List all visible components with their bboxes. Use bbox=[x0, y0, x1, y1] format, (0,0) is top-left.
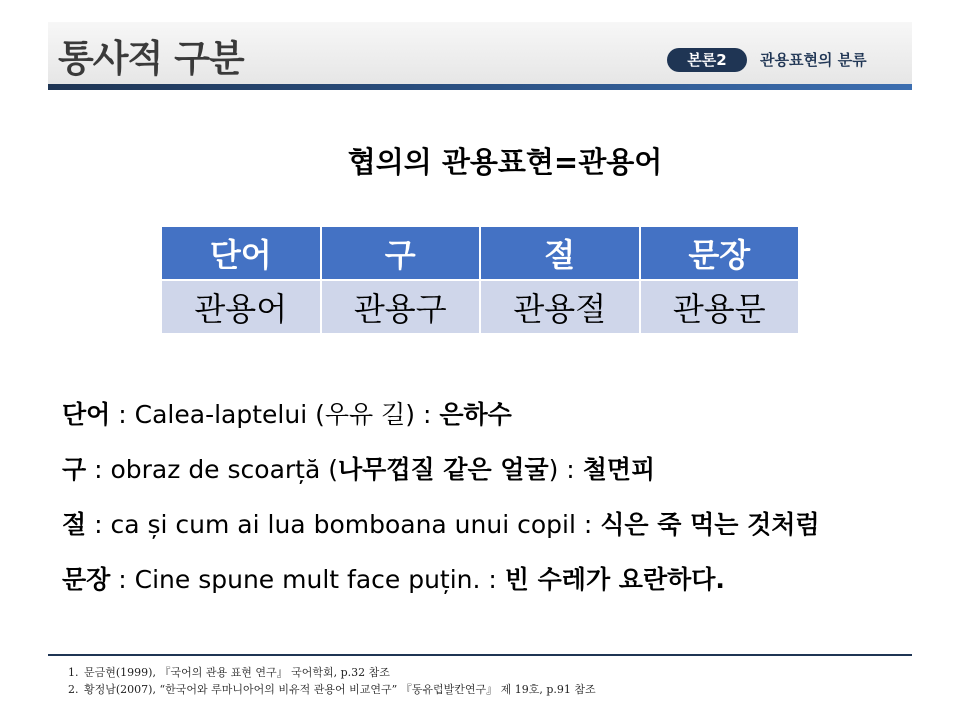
table-cell: 관용어 bbox=[161, 280, 321, 334]
classification-table bbox=[160, 225, 800, 335]
example-line bbox=[62, 395, 942, 450]
example-separator: ) : bbox=[405, 400, 440, 429]
romanian-expression: ca și cum ai lua bomboana unui copil bbox=[110, 510, 576, 539]
literal-gloss: 나무껍질 같은 얼굴 bbox=[338, 455, 549, 484]
example-separator: : bbox=[110, 400, 135, 429]
example-label: 단어 bbox=[62, 400, 111, 429]
example-separator: : bbox=[480, 565, 505, 594]
table-header-cell: 단어 bbox=[161, 226, 321, 280]
example-label: 절 bbox=[62, 510, 87, 539]
example-separator: : bbox=[86, 510, 111, 539]
romanian-expression: obraz de scoarță ( bbox=[110, 455, 338, 484]
table-row bbox=[161, 280, 799, 334]
footnote bbox=[68, 681, 596, 698]
example-separator: ) : bbox=[548, 455, 583, 484]
examples-list bbox=[62, 395, 942, 615]
literal-gloss: 우유 길 bbox=[324, 400, 406, 429]
korean-equivalent: 식은 죽 먹는 것처럼 bbox=[600, 510, 820, 539]
footnote-text: 문금현(1999), 『국어의 관용 표현 연구』 국어학회, p.32 참조 bbox=[84, 666, 390, 679]
table-header-cell: 절 bbox=[480, 226, 640, 280]
example-line bbox=[62, 505, 942, 560]
korean-equivalent: 은하수 bbox=[439, 400, 512, 429]
korean-equivalent: 철면피 bbox=[582, 455, 656, 484]
footnote bbox=[68, 664, 596, 681]
header-rule bbox=[48, 84, 912, 90]
example-separator: : bbox=[86, 455, 111, 484]
table-header-cell: 문장 bbox=[640, 226, 800, 280]
example-label: 문장 bbox=[62, 565, 111, 594]
example-separator: : bbox=[575, 510, 601, 539]
romanian-expression: Cine spune mult face puțin. bbox=[134, 565, 481, 594]
footnote-number: 2. bbox=[68, 683, 79, 696]
example-line bbox=[62, 560, 942, 615]
footnotes bbox=[68, 664, 596, 698]
table-header-cell: 구 bbox=[321, 226, 481, 280]
korean-equivalent: 빈 수레가 요란하다. bbox=[504, 565, 725, 594]
footnote-text: 황정남(2007), “한국어와 루마니아어의 비유적 관용어 비교연구” 『동유럽발칸연구』 제 19호, p.91 참조 bbox=[84, 683, 596, 696]
example-line bbox=[62, 450, 942, 505]
footer-rule bbox=[48, 654, 912, 656]
example-separator: : bbox=[110, 565, 135, 594]
table-cell: 관용문 bbox=[640, 280, 800, 334]
example-label: 구 bbox=[62, 455, 87, 484]
table-cell: 관용구 bbox=[321, 280, 481, 334]
footnote-number: 1. bbox=[68, 666, 79, 679]
subtitle: 협의의 관용표현=관용어 bbox=[347, 145, 663, 179]
slide-title: 통사적 구분 bbox=[58, 37, 244, 80]
section-title: 관용표현의 분류 bbox=[760, 51, 867, 69]
romanian-expression: Calea-laptelui ( bbox=[134, 400, 325, 429]
section-badge: 본론2 bbox=[667, 48, 747, 72]
table-header-row bbox=[161, 226, 799, 280]
table-cell: 관용절 bbox=[480, 280, 640, 334]
